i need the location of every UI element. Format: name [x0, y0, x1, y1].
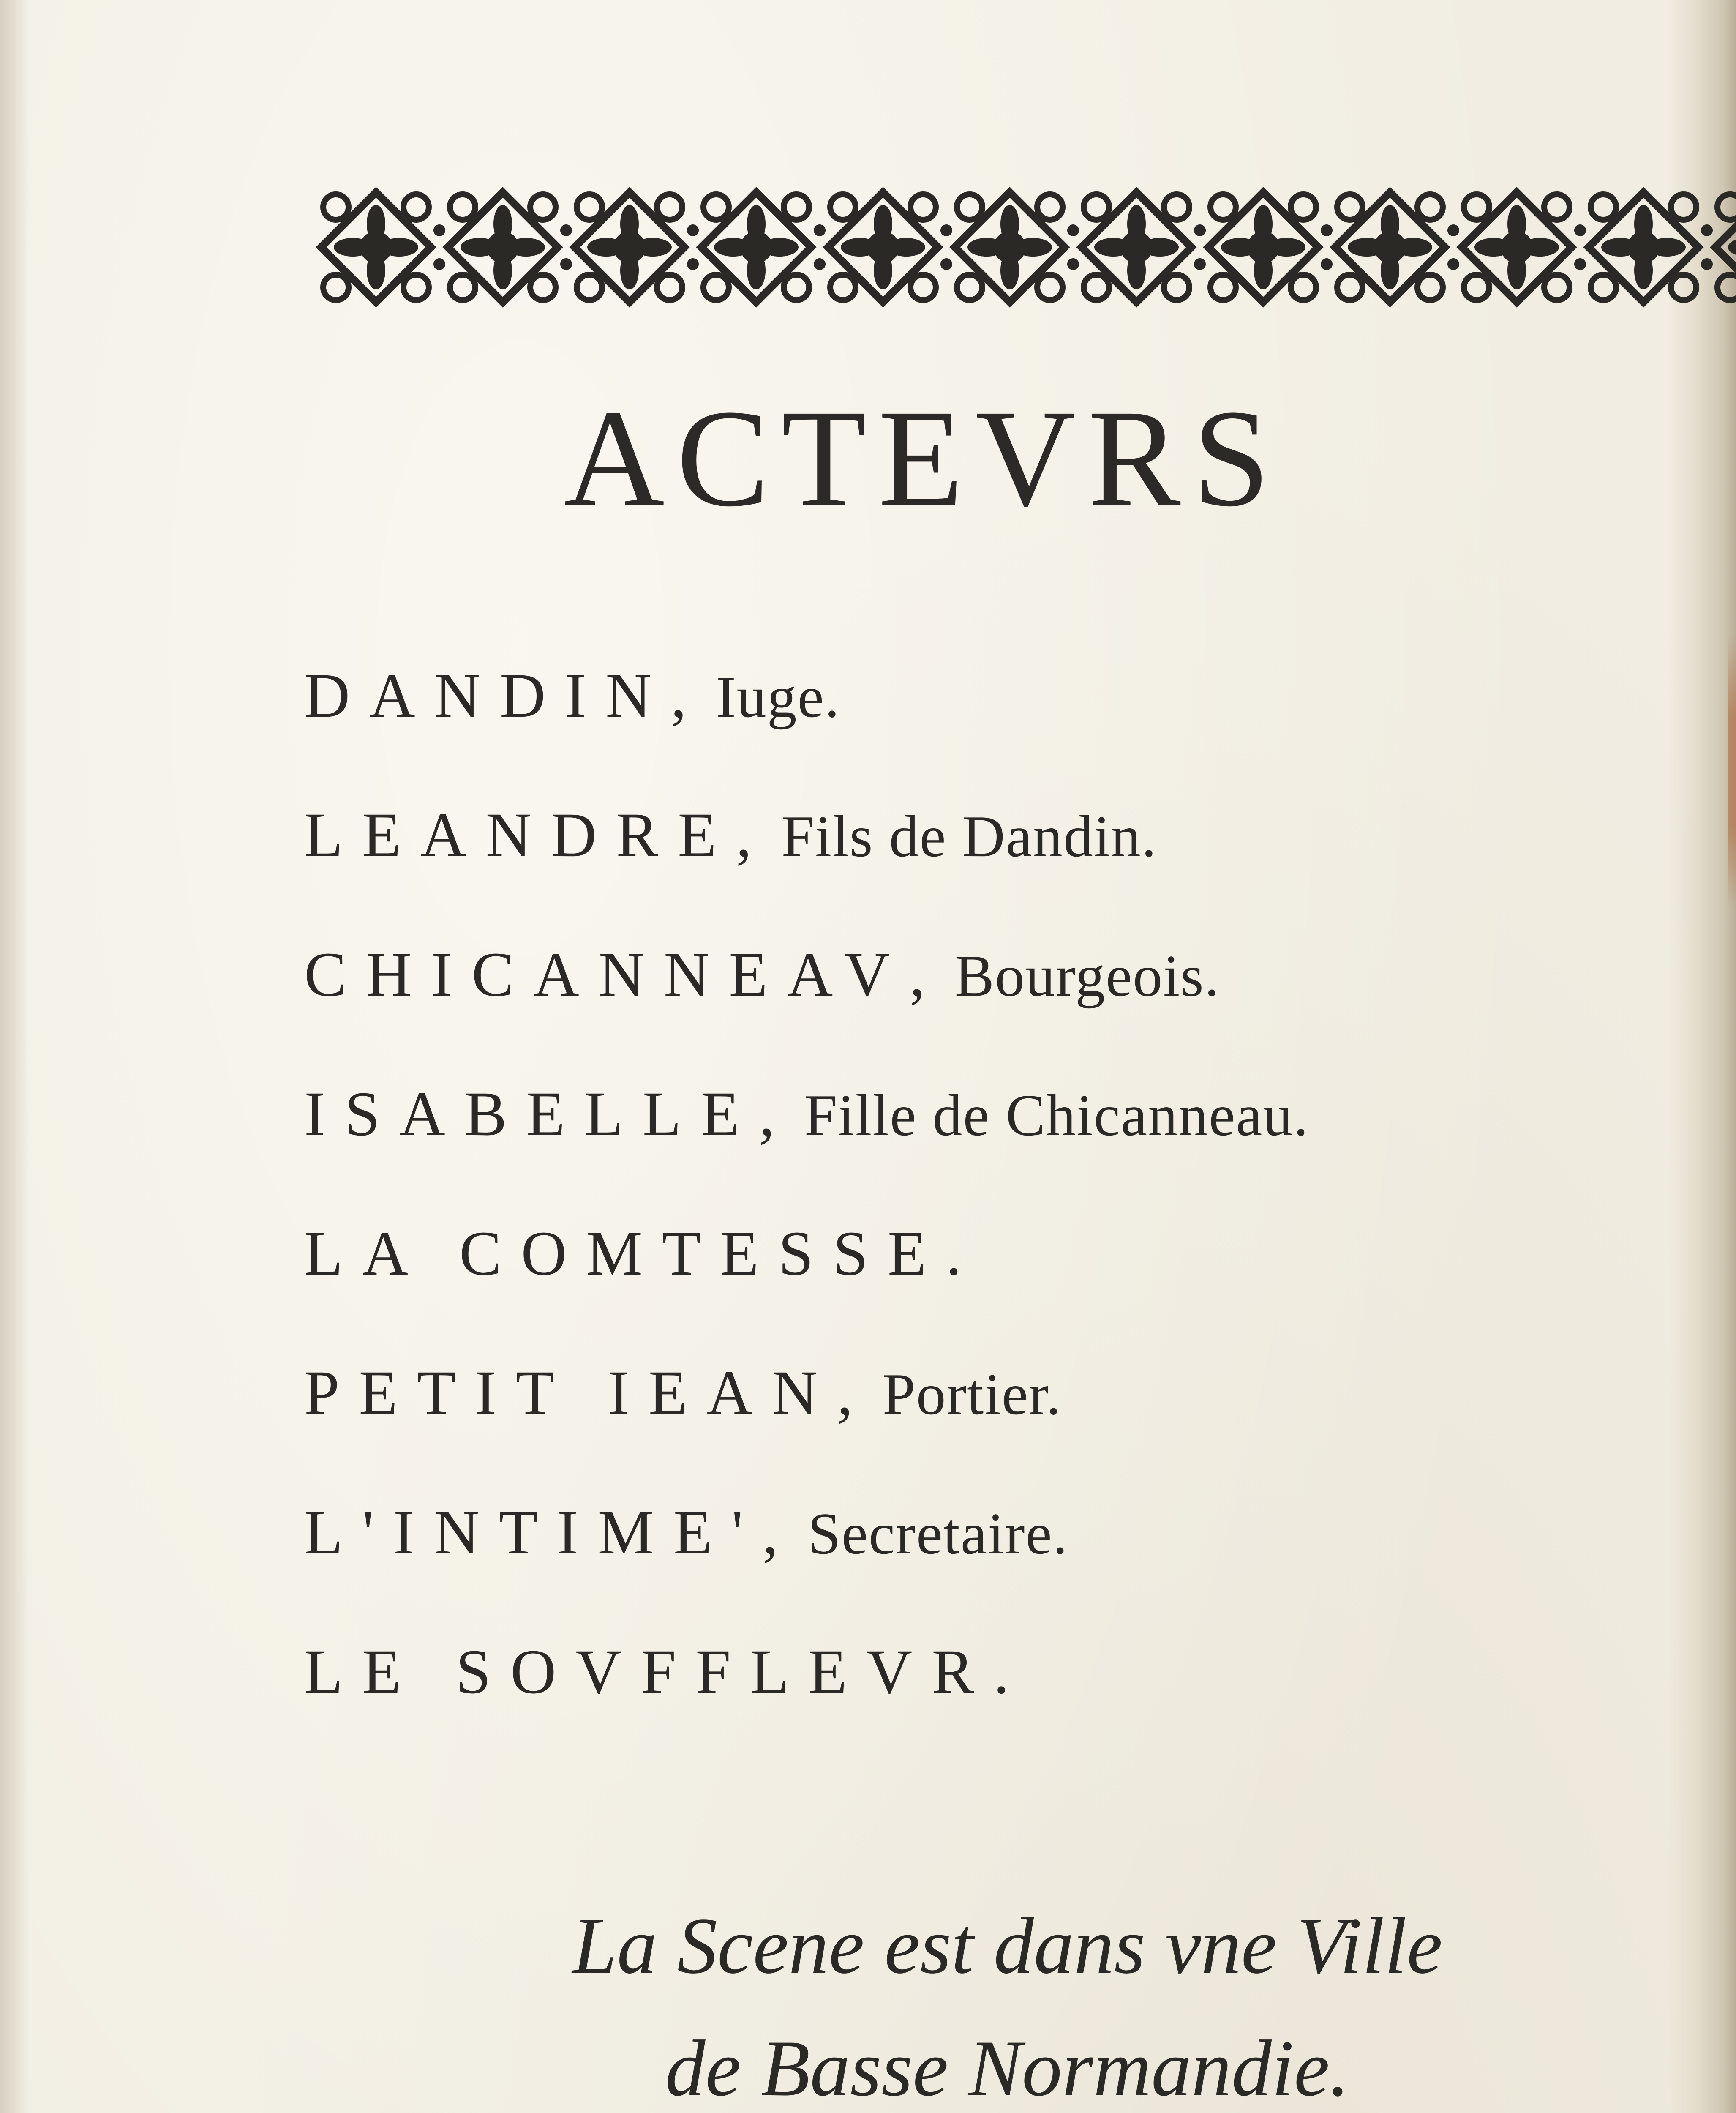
cast-role: Fille de Chicanneau. [804, 1083, 1309, 1148]
fleuron-icon [575, 192, 684, 302]
cast-name: LA COMTESSE. [304, 1218, 981, 1289]
fleuron-icon [1335, 192, 1445, 302]
fleuron-icon [1208, 192, 1318, 302]
fleuron-icon [1462, 192, 1572, 302]
ornament-dot [1067, 258, 1079, 270]
cast-separator: , [762, 1497, 779, 1567]
ornament-dot [433, 224, 445, 236]
ornament-dot [687, 258, 699, 270]
ornament-dot [560, 224, 572, 236]
cast-name: PETIT IEAN [304, 1358, 837, 1428]
cast-name: L'INTIME' [304, 1497, 763, 1567]
cast-separator: , [759, 1079, 775, 1149]
ornament-dot [814, 258, 826, 270]
ornament-dot [1447, 224, 1459, 236]
cast-role: Iuge. [716, 664, 840, 730]
cast-item [304, 1635, 1656, 1775]
page-title: ACTEVRS [564, 381, 1282, 535]
ornament-dot [1321, 224, 1333, 236]
fleuron-icon [1082, 192, 1191, 302]
cast-item [304, 799, 1656, 938]
fleuron-icon [701, 192, 811, 302]
ornament-dot [1447, 258, 1459, 270]
cast-item [304, 1357, 1656, 1496]
cast-role: Bourgeois. [954, 943, 1220, 1009]
ornament-dot [1194, 258, 1206, 270]
fleuron-icon [828, 192, 938, 302]
ornament-dot [1574, 258, 1586, 270]
ornament-dot [814, 224, 826, 236]
ornament-dot [1574, 224, 1586, 236]
cast-separator: , [837, 1358, 853, 1428]
cast-item [304, 1217, 1656, 1357]
cast-item [304, 1078, 1656, 1217]
ornament-dot [1701, 258, 1713, 270]
cast-list [304, 659, 1656, 1775]
cast-separator: , [909, 939, 925, 1010]
cast-name: DANDIN [304, 661, 671, 731]
ornament-dot [940, 224, 952, 236]
fleuron-icon [955, 192, 1065, 302]
ornament-dot [1194, 224, 1206, 236]
cast-name: LEANDRE [304, 800, 736, 870]
ornament-dot [1321, 258, 1333, 270]
fleuron-icon [1715, 192, 1736, 302]
cast-item [304, 659, 1656, 799]
cast-name: CHICANNEAV [304, 939, 910, 1010]
fleuron-icon [1589, 192, 1698, 302]
ornament-dot [1067, 224, 1079, 236]
cast-role: Secretaire. [808, 1501, 1068, 1567]
cast-role: Portier. [882, 1362, 1062, 1427]
ornament-dot [1701, 224, 1713, 236]
scene-note [0, 1885, 1736, 2113]
ornament-dot [433, 258, 445, 270]
cast-item [304, 938, 1656, 1078]
cast-separator: , [670, 661, 687, 731]
page-fore-edge [1668, 0, 1736, 2113]
ornament-dot [940, 258, 952, 270]
ornament-dot [687, 224, 699, 236]
cast-separator: , [736, 800, 752, 870]
ornament-dot [560, 258, 572, 270]
cast-name: ISABELLE [304, 1079, 759, 1149]
fleuron-icon [321, 192, 431, 302]
page-gutter [0, 0, 30, 2113]
ornament-band-icon [313, 177, 1736, 317]
scene-line: La Scene est dans vne Ville [572, 1902, 1443, 1990]
scene-line: de Basse Normandie. [665, 2024, 1350, 2113]
adjacent-page-edge [1728, 634, 1736, 909]
cast-name: LE SOVFFLEVR. [304, 1637, 1029, 1707]
cast-role: Fils de Dandin. [781, 804, 1157, 869]
cast-item [304, 1496, 1656, 1635]
fleuron-icon [448, 192, 558, 302]
